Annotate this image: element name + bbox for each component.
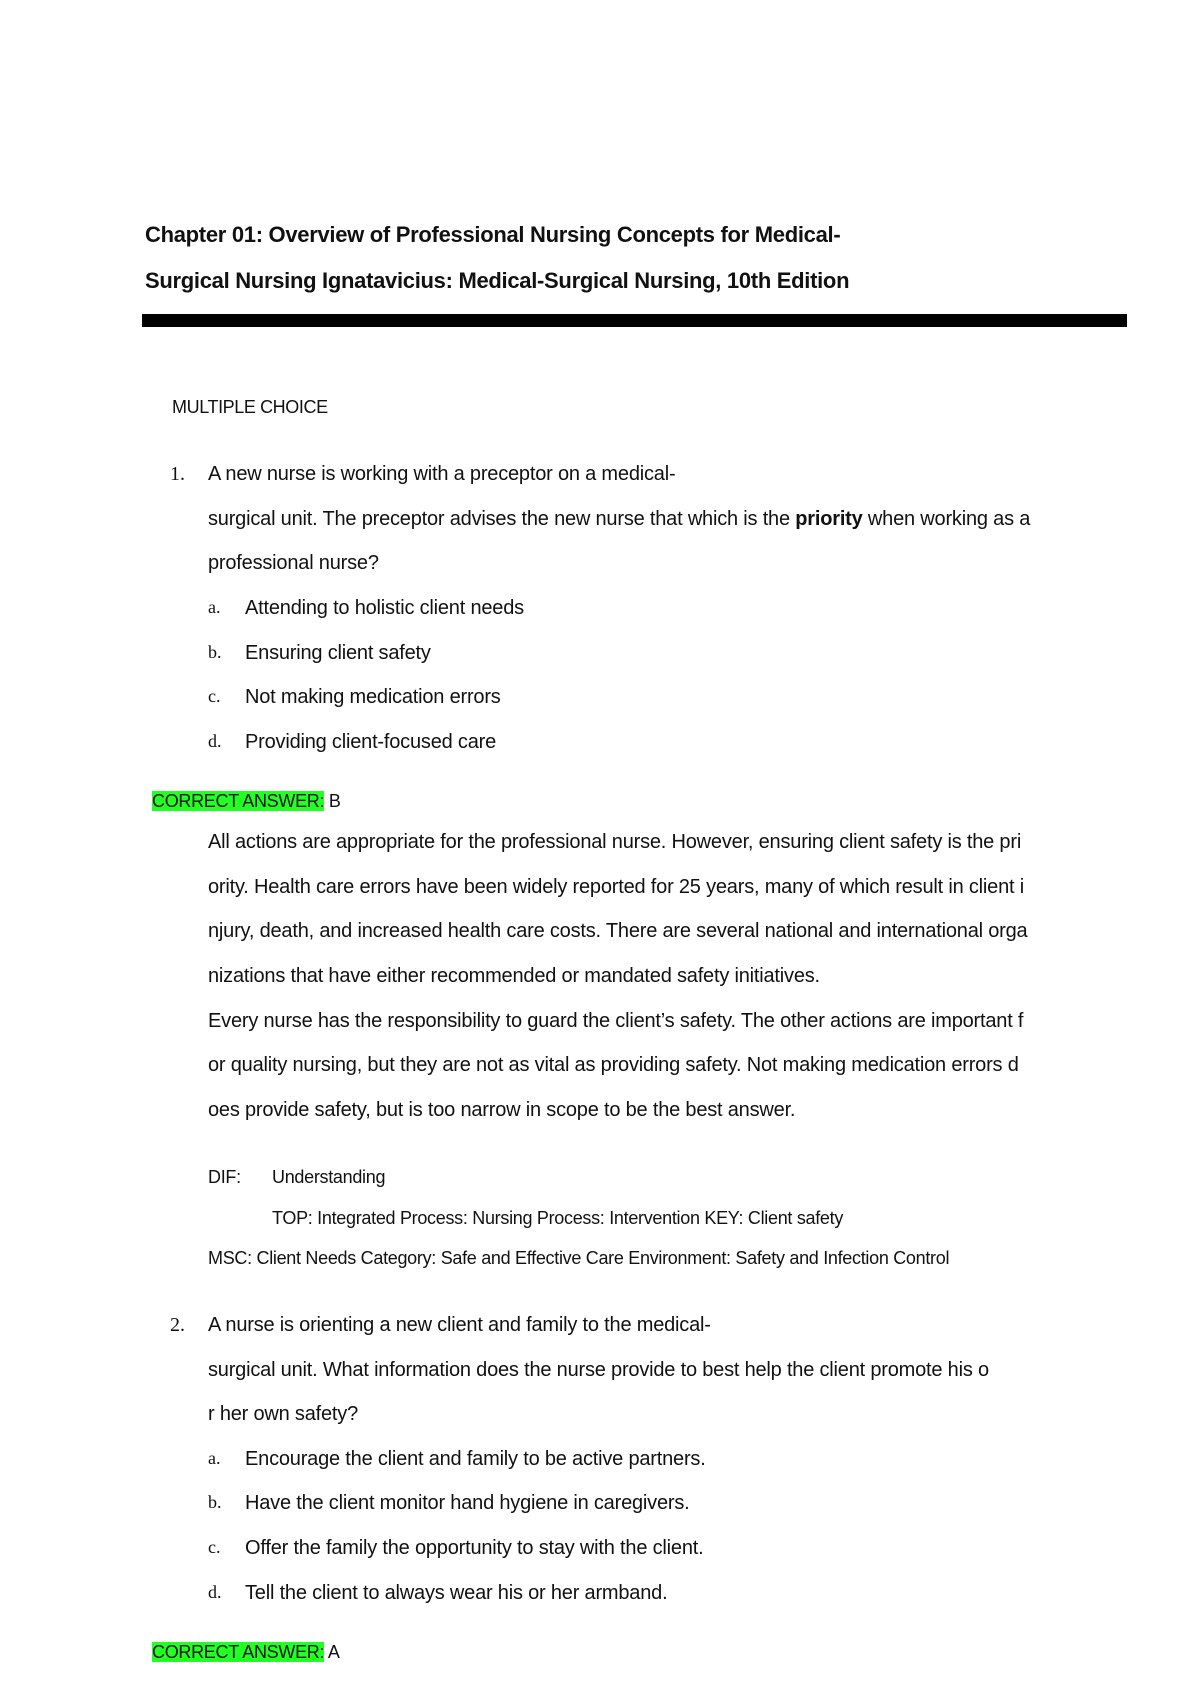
question-2-option-a: Encourage the client and family to be active partners. <box>245 1448 706 1470</box>
rationale-line: Every nurse has the responsibility to guard the client’s safety. The other actions are important f <box>208 1010 1024 1032</box>
rationale-line: nizations that have either recommended or mandated safety initiatives. <box>208 965 820 987</box>
rationale-line: All actions are appropriate for the professional nurse. However, ensuring client safety is the pri <box>208 831 1022 853</box>
question-1-option-c: Not making medication errors <box>245 686 501 708</box>
rationale-line: njury, death, and increased health care costs. There are several national and international orga <box>208 920 1028 942</box>
rationale-line: oes provide safety, but is too narrow in scope to be the best answer. <box>208 1099 796 1121</box>
question-2-option-d: Tell the client to always wear his or her armband. <box>245 1582 668 1604</box>
question-2-number: 2. <box>170 1314 185 1336</box>
correct-answer-label: CORRECT ANSWER: <box>152 791 325 811</box>
correct-answer-value: B <box>324 791 341 811</box>
question-1-line-3: professional nurse? <box>208 552 379 574</box>
correct-answer-value: A <box>324 1642 340 1662</box>
question-2-option-a-letter: a. <box>208 1448 221 1468</box>
question-1-option-a-letter: a. <box>208 597 221 617</box>
chapter-title-line-2: Surgical Nursing Ignatavicius: Medical-Surgical Nursing, 10th Edition <box>145 268 850 293</box>
question-1-option-b-letter: b. <box>208 642 222 662</box>
question-1-line-2-post: when working as a <box>862 508 1031 530</box>
question-1-option-d-letter: d. <box>208 731 222 751</box>
question-2-option-b: Have the client monitor hand hygiene in caregivers. <box>245 1492 690 1514</box>
question-1-option-b: Ensuring client safety <box>245 642 431 664</box>
rationale-line: or quality nursing, but they are not as vital as providing safety. Not making medication errors d <box>208 1054 1019 1076</box>
correct-answer-label: CORRECT ANSWER: <box>152 1642 325 1662</box>
section-heading: MULTIPLE CHOICE <box>172 397 328 417</box>
question-1-option-d: Providing client-focused care <box>245 731 496 753</box>
rationale-line: ority. Health care errors have been widely reported for 25 years, many of which result in client i <box>208 876 1024 898</box>
question-1-line-2-pre: surgical unit. The preceptor advises the new nurse that which is the <box>208 508 796 530</box>
question-1-correct-answer <box>152 791 341 812</box>
question-1-option-c-letter: c. <box>208 686 221 706</box>
dif-value: Understanding <box>272 1167 386 1187</box>
msc-line: MSC: Client Needs Category: Safe and Effective Care Environment: Safety and Infection Control <box>208 1248 950 1268</box>
question-1-option-a: Attending to holistic client needs <box>245 597 524 619</box>
question-1-line-2 <box>208 508 1030 531</box>
question-2-option-b-letter: b. <box>208 1492 222 1512</box>
question-1-emphasis: priority <box>795 508 863 530</box>
title-rule <box>142 314 1127 327</box>
dif-label: DIF: <box>208 1167 241 1187</box>
question-1-number: 1. <box>170 463 185 485</box>
question-2-option-d-letter: d. <box>208 1582 222 1602</box>
top-key-line: TOP: Integrated Process: Nursing Process: Intervention KEY: Client safety <box>272 1208 844 1228</box>
question-2-line-2: surgical unit. What information does the nurse provide to best help the client promote his o <box>208 1359 989 1381</box>
question-2-correct-answer <box>152 1642 340 1663</box>
question-2-line-3: r her own safety? <box>208 1403 359 1425</box>
question-2-option-c-letter: c. <box>208 1537 221 1557</box>
question-2-option-c: Offer the family the opportunity to stay with the client. <box>245 1537 704 1559</box>
chapter-title-line-1: Chapter 01: Overview of Professional Nursing Concepts for Medical- <box>145 222 841 247</box>
question-2-line-1: A nurse is orienting a new client and family to the medical- <box>208 1314 711 1336</box>
question-1-line-1: A new nurse is working with a preceptor on a medical- <box>208 463 676 485</box>
